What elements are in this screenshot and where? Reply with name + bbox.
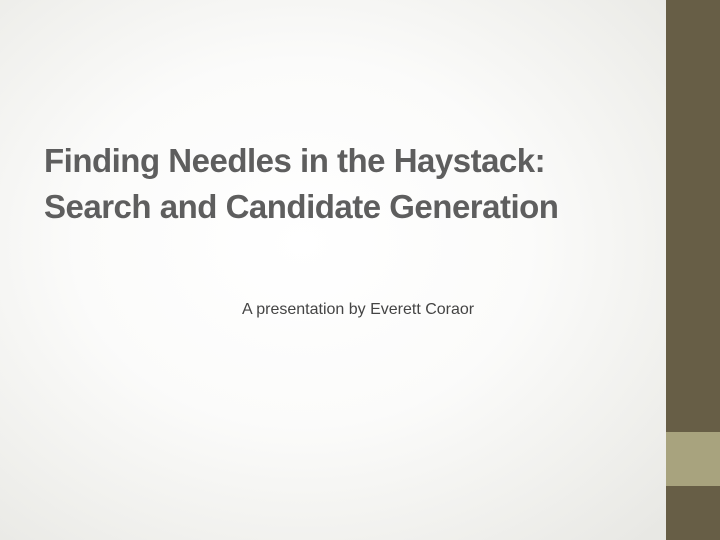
slide-title-line-1: Finding Needles in the Haystack: bbox=[44, 142, 546, 179]
sidebar-accent-top bbox=[666, 0, 720, 432]
sidebar-accent-bottom bbox=[666, 486, 720, 540]
sidebar-accent-middle bbox=[666, 432, 720, 486]
slide-title bbox=[44, 138, 644, 230]
slide-subtitle: A presentation by Everett Coraor bbox=[242, 301, 475, 318]
slide-title-line-2: Search and Candidate Generation bbox=[44, 188, 559, 225]
